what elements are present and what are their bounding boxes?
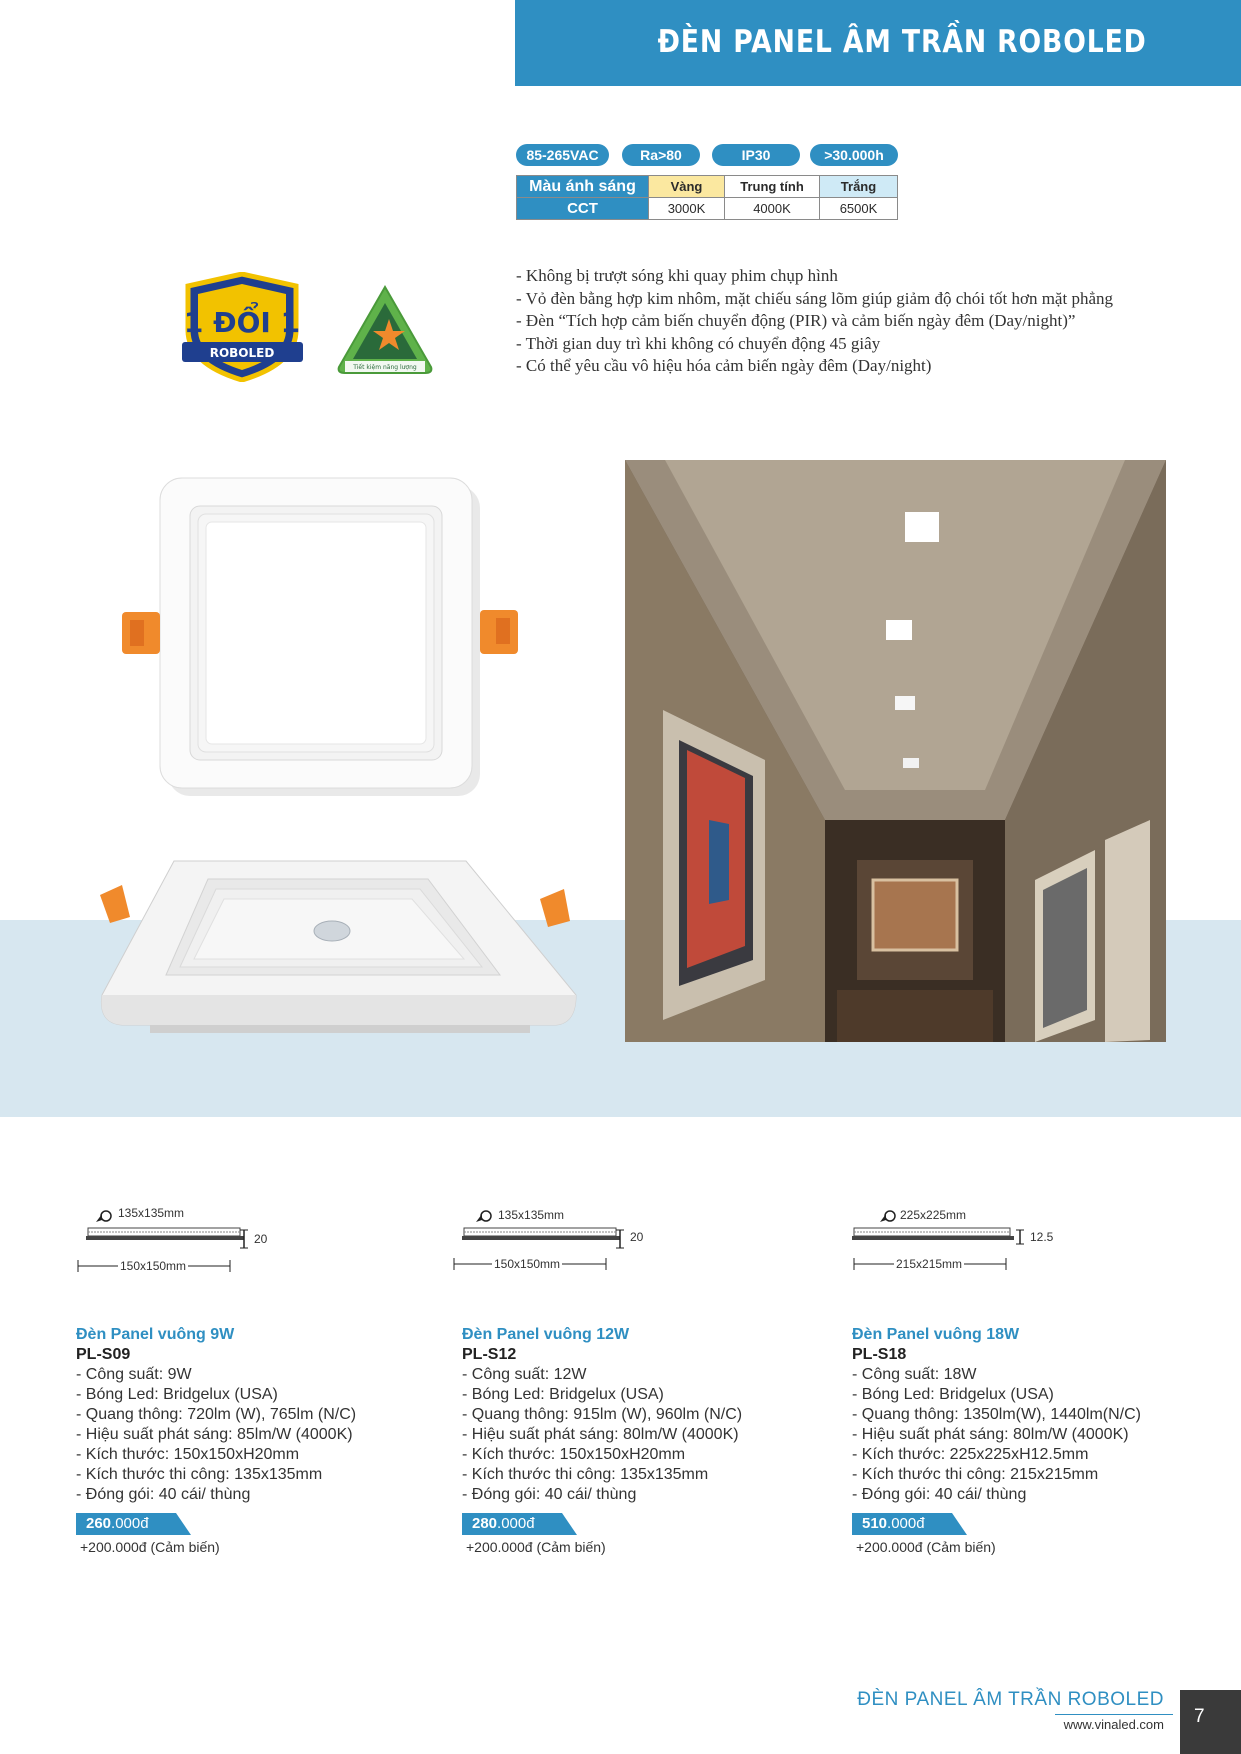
cct-table-row-cct — [517, 198, 898, 220]
product-spec: - Bóng Led: Bridgelux (USA) — [852, 1386, 1054, 1403]
cct-row-label-color: Màu ánh sáng — [517, 176, 649, 198]
product-spec: - Đóng gói: 40 cái/ thùng — [76, 1486, 251, 1503]
product-spec: - Đóng gói: 40 cái/ thùng — [462, 1486, 637, 1503]
product-spec: - Hiệu suất phát sáng: 80lm/W (4000K) — [462, 1426, 739, 1443]
spec-pill-cri: Ra>80 — [622, 144, 700, 166]
product-name: Đèn Panel vuông 9W — [76, 1326, 235, 1343]
dimension-height-label: 20 — [254, 1232, 268, 1246]
product-code: PL-S12 — [462, 1346, 517, 1363]
cct-table-row-color — [517, 176, 898, 198]
product-spec: - Hiệu suất phát sáng: 85lm/W (4000K) — [76, 1426, 353, 1443]
product-spec: - Bóng Led: Bridgelux (USA) — [76, 1386, 278, 1403]
dimension-drawing-9w — [72, 1202, 292, 1282]
product-spec: - Công suất: 18W — [852, 1366, 977, 1383]
spec-pill-voltage: 85-265VAC — [516, 144, 609, 166]
cct-row-label-cct: CCT — [517, 198, 649, 220]
footer-url: www.vinaled.com — [1063, 1717, 1164, 1732]
page-title: ĐÈN PANEL ÂM TRẦN ROBOLED — [657, 24, 1147, 60]
product-spec: - Kích thước thi công: 135x135mm — [462, 1466, 709, 1483]
dimension-width-label: 150x150mm — [120, 1259, 187, 1273]
dimension-cutout-label: 135x135mm — [118, 1206, 185, 1220]
cct-col-cool: Trắng — [820, 176, 898, 198]
product-spec: - Kích thước: 150x150xH20mm — [462, 1446, 686, 1463]
feature-list — [516, 265, 1196, 378]
energy-saving-icon — [335, 283, 435, 375]
header-bar — [515, 0, 1241, 86]
product-spec: - Đóng gói: 40 cái/ thùng — [852, 1486, 1027, 1503]
product-spec: - Công suất: 12W — [462, 1366, 587, 1383]
price-suffix: .000đ — [111, 1515, 149, 1532]
product-code: PL-S18 — [852, 1346, 907, 1363]
product-code: PL-S09 — [76, 1346, 131, 1363]
product-spec: - Quang thông: 1350lm(W), 1440lm(N/C) — [852, 1406, 1141, 1423]
price-tag — [852, 1513, 967, 1535]
price-sensor-addon: +200.000đ (Cảm biến) — [856, 1539, 996, 1555]
price-sensor-addon: +200.000đ (Cảm biến) — [466, 1539, 606, 1555]
page-number-box — [1180, 1690, 1241, 1754]
cct-value-warm: 3000K — [649, 198, 725, 220]
cct-value-neutral: 4000K — [725, 198, 820, 220]
product-spec: - Quang thông: 915lm (W), 960lm (N/C) — [462, 1406, 743, 1423]
price-main: 510 — [862, 1515, 888, 1532]
dimension-cutout-label: 135x135mm — [498, 1208, 565, 1222]
footer-divider — [1055, 1714, 1173, 1715]
page-number: 7 — [1194, 1706, 1205, 1727]
price-main: 260 — [86, 1515, 112, 1532]
product-card-9w — [76, 1325, 446, 1555]
dimension-drawing-12w — [448, 1202, 668, 1282]
panel-side-view-image — [70, 855, 590, 1055]
spec-pill-lifetime: >30.000h — [810, 144, 898, 166]
energy-saving-label: Tiết kiệm năng lượng — [353, 364, 417, 371]
product-spec: - Công suất: 9W — [76, 1366, 192, 1383]
price-sensor-addon: +200.000đ (Cảm biến) — [80, 1539, 220, 1555]
price-suffix: .000đ — [497, 1515, 535, 1532]
dimension-height-label: 20 — [630, 1230, 644, 1244]
product-spec: - Bóng Led: Bridgelux (USA) — [462, 1386, 664, 1403]
cct-col-neutral: Trung tính — [725, 176, 820, 198]
feature-item: - Thời gian duy trì khi không có chuyển động 45 giây — [516, 333, 881, 353]
product-card-18w — [852, 1325, 1222, 1555]
price-main: 280 — [472, 1515, 498, 1532]
warranty-badge-brand: ROBOLED — [209, 346, 275, 360]
product-spec: - Kích thước thi công: 135x135mm — [76, 1466, 323, 1483]
warranty-badge-icon — [180, 272, 305, 382]
hallway-installation-photo — [625, 460, 1166, 1042]
product-name: Đèn Panel vuông 12W — [462, 1326, 630, 1343]
cct-table — [516, 175, 898, 220]
feature-item: - Có thể yêu cầu vô hiệu hóa cảm biến ngày đêm (Day/night) — [516, 356, 932, 376]
product-spec: - Hiệu suất phát sáng: 80lm/W (4000K) — [852, 1426, 1129, 1443]
product-name: Đèn Panel vuông 18W — [852, 1326, 1020, 1343]
price-tag — [462, 1513, 577, 1535]
dimension-drawing-18w — [850, 1202, 1070, 1282]
cct-value-cool: 6500K — [820, 198, 898, 220]
product-spec: - Quang thông: 720lm (W), 765lm (N/C) — [76, 1406, 357, 1423]
dimension-width-label: 150x150mm — [494, 1257, 561, 1271]
footer-title: ĐÈN PANEL ÂM TRẦN ROBOLED — [857, 1689, 1164, 1710]
cct-col-warm: Vàng — [649, 176, 725, 198]
panel-top-view-image — [120, 470, 520, 810]
price-tag — [76, 1513, 191, 1535]
product-spec: - Kích thước: 225x225xH12.5mm — [852, 1446, 1089, 1463]
dimension-width-label: 215x215mm — [896, 1257, 963, 1271]
dimension-cutout-label: 225x225mm — [900, 1208, 967, 1222]
dimension-height-label: 12.5 — [1030, 1230, 1054, 1244]
product-card-12w — [462, 1325, 832, 1555]
feature-item: - Không bị trượt sóng khi quay phim chụp hình — [516, 266, 838, 285]
spec-pill-ip: IP30 — [712, 144, 800, 166]
feature-item: - Đèn “Tích hợp cảm biến chuyển động (PIR) và cảm biến ngày đêm (Day/night)” — [516, 311, 1076, 331]
product-spec: - Kích thước: 150x150xH20mm — [76, 1446, 300, 1463]
warranty-badge-text: 1 ĐỔI 1 — [183, 306, 301, 339]
spec-pills — [516, 144, 898, 166]
feature-item: - Vỏ đèn bằng hợp kim nhôm, mặt chiếu sáng lõm giúp giảm độ chói tốt hơn mặt phẳng — [516, 288, 1114, 308]
product-spec: - Kích thước thi công: 215x215mm — [852, 1466, 1099, 1483]
price-suffix: .000đ — [887, 1515, 925, 1532]
